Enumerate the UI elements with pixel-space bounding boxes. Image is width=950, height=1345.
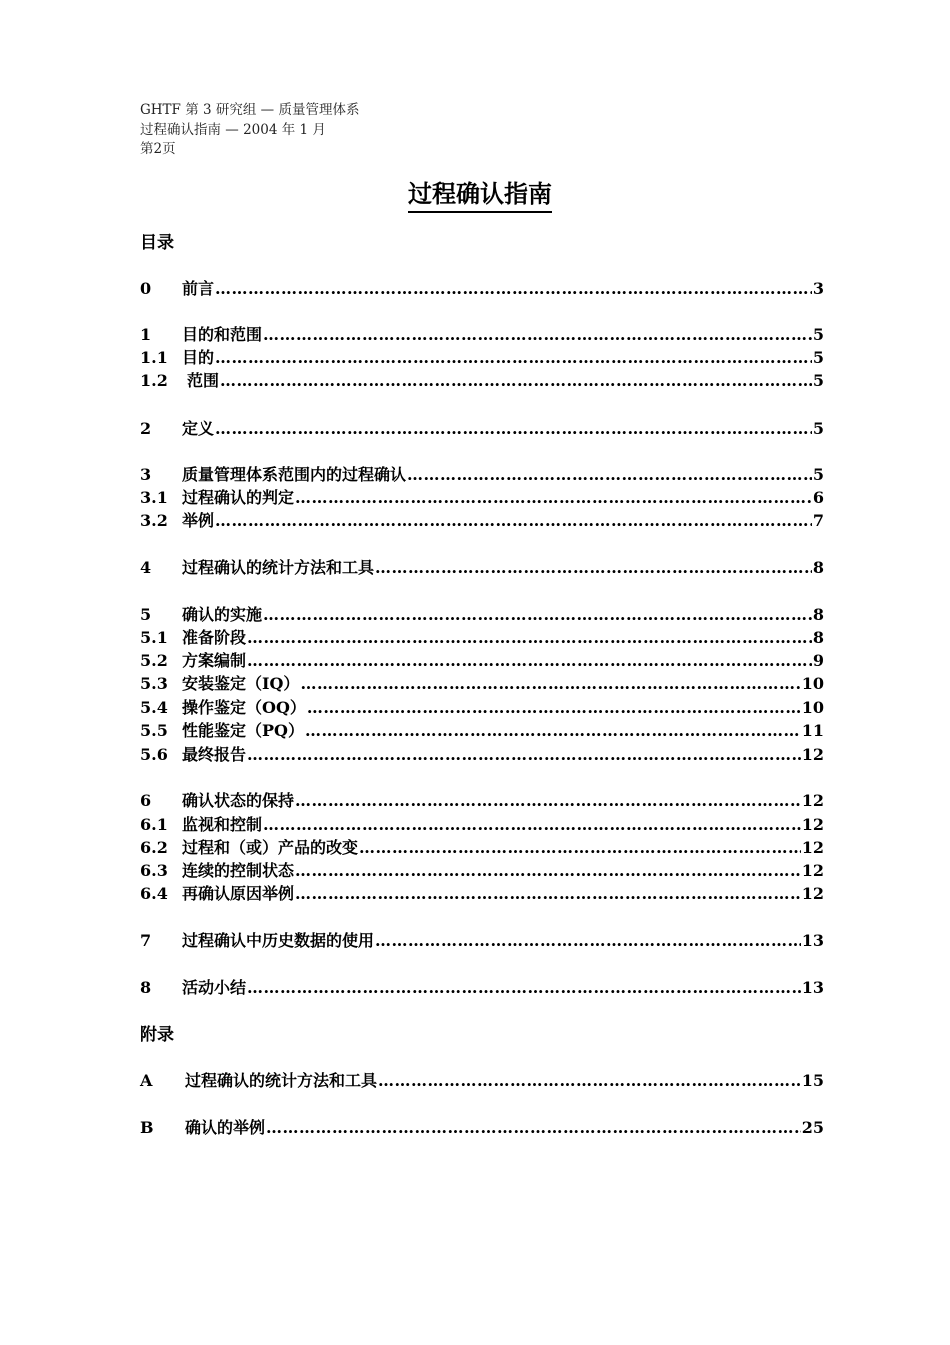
toc-entry[interactable] bbox=[140, 604, 824, 626]
toc-leader-dots bbox=[263, 324, 812, 346]
toc-entry-number: 5.6 bbox=[140, 745, 168, 764]
toc-leader-dots bbox=[378, 1070, 801, 1092]
toc-entry-page: 12 bbox=[801, 838, 824, 857]
toc-entry-label: 方案编制 bbox=[182, 651, 247, 670]
toc-entry-label: 操作鉴定（OQ） bbox=[182, 698, 306, 717]
toc-entry-page: 7 bbox=[812, 511, 824, 530]
toc-entry[interactable] bbox=[140, 720, 824, 742]
toc-entry-label: 质量管理体系范围内的过程确认 bbox=[182, 465, 407, 484]
toc-entry-page: 12 bbox=[801, 815, 824, 834]
toc-entry-label: 目的和范围 bbox=[182, 325, 263, 344]
toc-entry-page: 13 bbox=[801, 978, 824, 997]
toc-entry-page: 5 bbox=[812, 325, 824, 344]
toc-leader-dots bbox=[300, 673, 800, 695]
toc-entry-label: 确认状态的保持 bbox=[182, 791, 295, 810]
appendix-entry-page: 25 bbox=[801, 1118, 824, 1137]
toc-entry[interactable] bbox=[140, 510, 824, 532]
header-line-2: 过程确认指南 — 2004 年 1 月 bbox=[140, 121, 326, 138]
toc-entry-page: 9 bbox=[812, 651, 824, 670]
toc-entry[interactable] bbox=[140, 324, 824, 346]
appendix-entry-letter: A bbox=[140, 1071, 153, 1090]
toc-leader-dots bbox=[295, 790, 801, 812]
toc-entry-label: 前言 bbox=[182, 279, 215, 298]
toc-entry-number: 6.3 bbox=[140, 861, 168, 880]
toc-entry[interactable] bbox=[140, 814, 824, 836]
appendix-entry-page: 15 bbox=[801, 1071, 824, 1090]
toc-entry-label: 过程确认中历史数据的使用 bbox=[182, 931, 375, 950]
appendix-entry-label: 确认的举例 bbox=[185, 1118, 266, 1137]
toc-entry[interactable] bbox=[140, 370, 824, 392]
toc-entry[interactable] bbox=[140, 744, 824, 766]
toc-entry-label: 安装鉴定（IQ） bbox=[182, 674, 300, 693]
toc-leader-dots bbox=[220, 370, 812, 392]
toc-entry[interactable] bbox=[140, 977, 824, 999]
toc-entry-number: 5.3 bbox=[140, 674, 168, 693]
toc-entry[interactable] bbox=[140, 464, 824, 486]
toc-entry[interactable] bbox=[140, 930, 824, 952]
toc-entry-page: 8 bbox=[812, 605, 824, 624]
toc-leader-dots bbox=[375, 930, 801, 952]
toc-leader-dots bbox=[305, 720, 801, 742]
toc-entry[interactable] bbox=[140, 557, 824, 579]
toc-entry[interactable] bbox=[140, 790, 824, 812]
toc-entry[interactable] bbox=[140, 418, 824, 440]
toc-leader-dots bbox=[215, 347, 812, 369]
toc-entry-label: 定义 bbox=[182, 419, 215, 438]
toc-entry[interactable] bbox=[140, 278, 824, 300]
toc-entry-number: 6.1 bbox=[140, 815, 168, 834]
appendix-entry[interactable] bbox=[140, 1070, 824, 1092]
toc-entry-page: 5 bbox=[812, 465, 824, 484]
toc-leader-dots bbox=[247, 627, 812, 649]
toc-entry-label: 最终报告 bbox=[182, 745, 247, 764]
toc-entry-number: 0 bbox=[140, 279, 152, 298]
toc-entry[interactable] bbox=[140, 487, 824, 509]
appendix-entry-letter: B bbox=[140, 1118, 154, 1137]
toc-entry-number: 1.2 bbox=[140, 371, 168, 390]
toc-leader-dots bbox=[215, 510, 812, 532]
toc-entry-label: 性能鉴定（PQ） bbox=[182, 721, 304, 740]
toc-leader-dots bbox=[266, 1117, 801, 1139]
toc-entry-label: 确认的实施 bbox=[182, 605, 263, 624]
toc-leader-dots bbox=[247, 744, 801, 766]
toc-entry[interactable] bbox=[140, 347, 824, 369]
toc-entry-page: 8 bbox=[812, 628, 824, 647]
toc-leader-dots bbox=[263, 604, 812, 626]
toc-entry[interactable] bbox=[140, 627, 824, 649]
page-header bbox=[140, 101, 359, 160]
toc-entry-number: 5.2 bbox=[140, 651, 168, 670]
appendix-heading: 附录 bbox=[140, 1025, 174, 1045]
toc-heading: 目录 bbox=[140, 233, 174, 253]
toc-entry[interactable] bbox=[140, 697, 824, 719]
toc-entry[interactable] bbox=[140, 860, 824, 882]
toc-leader-dots bbox=[247, 977, 801, 999]
toc-leader-dots bbox=[375, 557, 812, 579]
toc-entry[interactable] bbox=[140, 673, 824, 695]
toc-entry-label: 监视和控制 bbox=[182, 815, 263, 834]
toc-leader-dots bbox=[295, 487, 812, 509]
document-title: 过程确认指南 bbox=[408, 178, 552, 213]
toc-entry-number: 8 bbox=[140, 978, 152, 997]
document-title-wrapper bbox=[0, 178, 950, 213]
header-page-number: 第2页 bbox=[140, 141, 176, 157]
toc-entry-number: 3 bbox=[140, 465, 152, 484]
toc-entry-number: 4 bbox=[140, 558, 152, 577]
toc-entry-number: 5 bbox=[140, 605, 152, 624]
toc-entry-page: 5 bbox=[812, 348, 824, 367]
toc-entry-number: 5.4 bbox=[140, 698, 168, 717]
toc-entry-label: 过程确认的统计方法和工具 bbox=[182, 558, 375, 577]
toc-entry-label: 准备阶段 bbox=[182, 628, 247, 647]
toc-leader-dots bbox=[215, 418, 812, 440]
toc-entry-number: 1 bbox=[140, 325, 152, 344]
toc-entry[interactable] bbox=[140, 837, 824, 859]
toc-entry-number: 6.2 bbox=[140, 838, 168, 857]
toc-entry-label: 过程确认的判定 bbox=[182, 488, 295, 507]
toc-leader-dots bbox=[215, 278, 812, 300]
toc-entry-page: 11 bbox=[801, 721, 824, 740]
toc-entry-page: 10 bbox=[801, 674, 824, 693]
appendix-entry[interactable] bbox=[140, 1117, 824, 1139]
toc-entry-number: 5.5 bbox=[140, 721, 168, 740]
toc-leader-dots bbox=[263, 814, 801, 836]
toc-entry-number: 6.4 bbox=[140, 884, 168, 903]
toc-entry-label: 连续的控制状态 bbox=[182, 861, 295, 880]
toc-entry-page: 12 bbox=[801, 791, 824, 810]
header-line-1: GHTF 第 3 研究组 — 质量管理体系 bbox=[140, 102, 360, 118]
toc-entry-label: 举例 bbox=[182, 511, 215, 530]
toc-leader-dots bbox=[307, 697, 801, 719]
toc-entry-page: 5 bbox=[812, 419, 824, 438]
toc-entry-page: 12 bbox=[801, 861, 824, 880]
appendix-entry-label: 过程确认的统计方法和工具 bbox=[185, 1071, 378, 1090]
toc-entry-number: 3.1 bbox=[140, 488, 168, 507]
toc-entry-number: 3.2 bbox=[140, 511, 168, 530]
toc-entry-label: 过程和（或）产品的改变 bbox=[182, 838, 359, 857]
toc-leader-dots bbox=[295, 883, 801, 905]
toc-entry-number: 7 bbox=[140, 931, 152, 950]
toc-entry-page: 12 bbox=[801, 745, 824, 764]
toc-entry-page: 8 bbox=[812, 558, 824, 577]
toc-entry-page: 13 bbox=[801, 931, 824, 950]
toc-entry-number: 2 bbox=[140, 419, 152, 438]
toc-entry-label: 活动小结 bbox=[182, 978, 247, 997]
toc-entry-number: 1.1 bbox=[140, 348, 168, 367]
toc-entry[interactable] bbox=[140, 883, 824, 905]
toc-entry[interactable] bbox=[140, 650, 824, 672]
toc-entry-label: 再确认原因举例 bbox=[182, 884, 295, 903]
toc-leader-dots bbox=[295, 860, 801, 882]
toc-entry-number: 6 bbox=[140, 791, 152, 810]
toc-entry-page: 5 bbox=[812, 371, 824, 390]
toc-entry-page: 3 bbox=[812, 279, 824, 298]
toc-leader-dots bbox=[407, 464, 812, 486]
toc-entry-page: 6 bbox=[812, 488, 824, 507]
toc-entry-label: 范围 bbox=[187, 371, 220, 390]
toc-leader-dots bbox=[247, 650, 812, 672]
toc-entry-page: 12 bbox=[801, 884, 824, 903]
toc-leader-dots bbox=[359, 837, 801, 859]
toc-entry-page: 10 bbox=[801, 698, 824, 717]
toc-entry-label: 目的 bbox=[182, 348, 215, 367]
toc-entry-number: 5.1 bbox=[140, 628, 168, 647]
